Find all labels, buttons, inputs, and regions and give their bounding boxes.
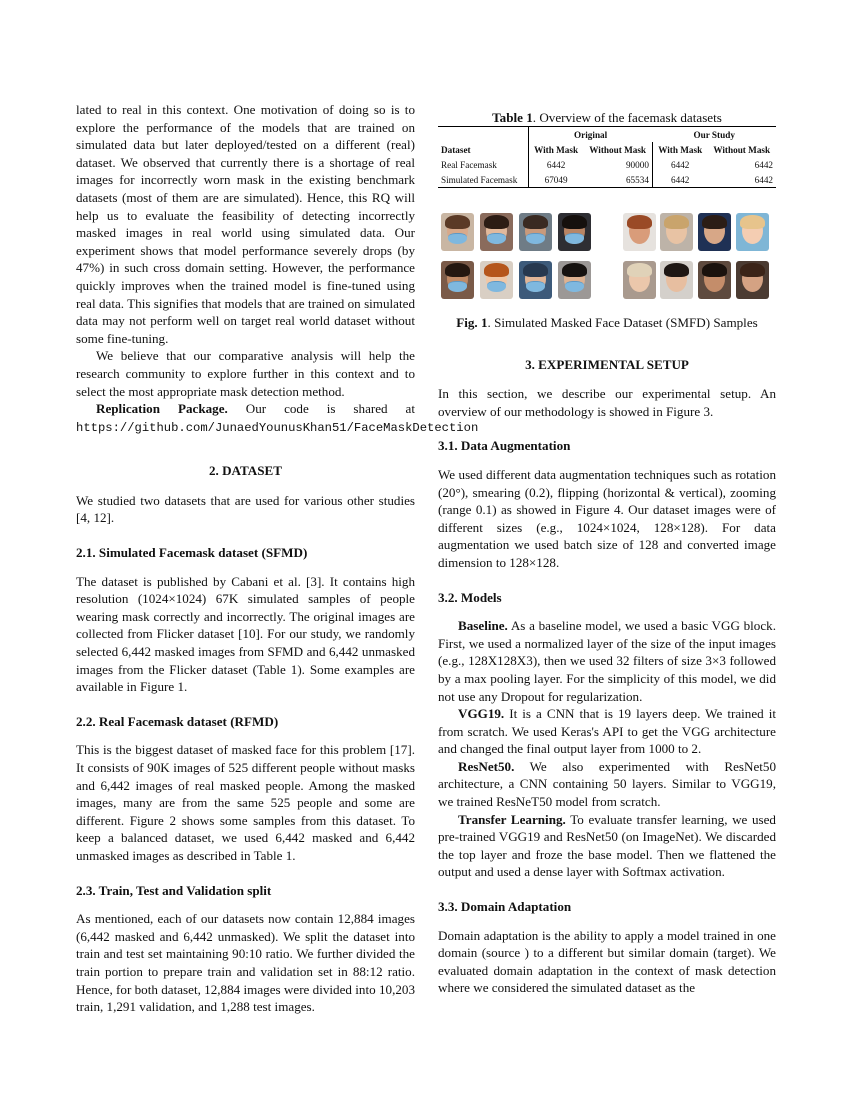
- table-cell: 67049: [528, 172, 583, 188]
- replication-label: Replication Package.: [96, 401, 228, 417]
- table-cell: 6442: [652, 157, 707, 172]
- unmasked-face-image: [660, 213, 693, 251]
- resnet50-paragraph: [438, 758, 776, 811]
- section-3-3-heading: 3.3. Domain Adaptation: [438, 899, 572, 915]
- section-2-text: We studied two datasets that are used for various other studies [4, 12].: [76, 492, 415, 526]
- table-header-our-study: Our Study: [693, 129, 735, 140]
- figure-1-caption-label: Fig. 1: [456, 315, 488, 330]
- section-3-1-heading: 3.1. Data Augmentation: [438, 438, 571, 454]
- unmasked-face-image: [660, 261, 693, 299]
- vgg19-text: It is a CNN that is 19 layers deep. We trained it from scratch. We used Keras's API to get the VGG architecture and changed the final output layer from 1000 to 2.: [438, 706, 776, 757]
- table-header-with-mask: With Mask: [652, 142, 707, 157]
- table-cell-dataset: Real Facemask: [441, 159, 497, 170]
- transfer-learning-label: Transfer Learning.: [458, 811, 566, 827]
- baseline-label: Baseline.: [458, 618, 508, 634]
- unmasked-face-image: [623, 261, 656, 299]
- masked-face-image: [558, 261, 591, 299]
- baseline-text: As a baseline model, we used a basic VGG block. First, we used a normalized layer of the size of the input images (e.g., 128X128X3), then we used 32 filters of size 3×3 followed by a max pooling layer. For the simplicity of this model, we did not use any Dropout for regularization.: [438, 618, 776, 704]
- unmasked-face-image: [623, 213, 656, 251]
- table-row: [438, 157, 776, 172]
- table-cell: 6442: [754, 159, 773, 170]
- table-1-caption-label: Table 1: [492, 110, 533, 125]
- right-column: [438, 110, 776, 997]
- table-header-dataset: Dataset: [441, 144, 471, 155]
- section-2-3-text: As mentioned, each of our datasets now contain 12,884 images (6,442 masked and 6,442 unmasked). We split the dataset into train and test set maintaining 90:10 ratio. We further divided the train portion to prepare train and validation set in 88:12 ratio. Hence, for both dataset, 12,884 images were divided into 10,203 train, 1,291 validation, and 1,288 test images.: [76, 911, 415, 1015]
- figure-1-caption-text: . Simulated Masked Face Dataset (SMFD) Samples: [487, 315, 758, 330]
- table-cell: 6442: [528, 157, 583, 172]
- transfer-learning-text: To evaluate transfer learning, we used pre-trained VGG19 and ResNet50 (on ImageNet). We discarded the top layer and froze the base model. Then we flattened the output and used a dense layer with Softmax activation.: [438, 811, 776, 880]
- masked-face-image: [480, 261, 513, 299]
- resnet50-label: ResNet50.: [458, 758, 515, 774]
- section-3-3-text: Domain adaptation is the ability to apply a model trained in one domain (source ) to a different but similar domain (target). We evaluated domain adaptation in the context of mask detection where we considered the simulated dataset as the: [438, 927, 776, 996]
- table-header-with-mask: With Mask: [528, 142, 583, 157]
- masked-face-image: [480, 213, 513, 251]
- masked-face-image: [519, 213, 552, 251]
- vgg19-label: VGG19.: [458, 706, 505, 722]
- masked-face-image: [441, 261, 474, 299]
- unmasked-face-image: [736, 213, 769, 251]
- table-1-caption: [438, 110, 776, 126]
- table-cell: 6442: [707, 172, 776, 188]
- section-3-heading: 3. EXPERIMENTAL SETUP: [525, 356, 689, 372]
- replication-text: Our code is shared at: [245, 401, 415, 417]
- table-header-original: Original: [528, 127, 652, 143]
- section-2-1-heading: 2.1. Simulated Facemask dataset (SFMD): [76, 545, 308, 561]
- intro-paragraph-1: lated to real in this context. One motivation of doing so is to explore the performance of the models that are trained on simulated data but later deployed/tested on a different (real) dataset. We observed that currently there is a shortage of real images for incorrectly worn mask in the existing benchmark datasets (most of them are are simulated). Hence, this RQ will help us to evaluate the feasibility of detecting incorrectly masked images in real world using simulated data. Our experiment shows that model performance severely drops (by 47%) in such cross domain setting. However, the performance quickly improves when the trained model is fine-tuned using real data. This signifies that models that are trained on simulated data may not perform well on target real world dataset without some fine-tuning.: [76, 102, 415, 346]
- table-cell: 90000: [625, 159, 649, 170]
- section-3-2-heading: 3.2. Models: [438, 589, 502, 605]
- masked-face-image: [519, 261, 552, 299]
- table-1-caption-text: . Overview of the facemask datasets: [532, 110, 722, 125]
- section-2-heading: 2. DATASET: [209, 463, 282, 479]
- masked-face-image: [558, 213, 591, 251]
- table-header-without-mask: Without Mask: [589, 144, 647, 155]
- resnet50-text: We also experimented with ResNet50 architecture, a CNN containing 50 layers. Similar to VGG19, we trained ResNeT50 model from scratch.: [438, 758, 776, 810]
- table-header-without-mask: Without Mask: [713, 144, 771, 155]
- section-3-text: In this section, we describe our experimental setup. An overview of our methodology is showed in Figure 3.: [438, 386, 776, 419]
- table-row: [438, 172, 776, 188]
- section-2-2-heading: 2.2. Real Facemask dataset (RFMD): [76, 713, 279, 729]
- replication-url[interactable]: https://github.com/JunaedYounusKhan51/FaceMaskDetection: [76, 420, 479, 435]
- section-2-1-text: The dataset is published by Cabani et al. [3]. It contains high resolution (1024×1024) 67K simulated samples of people wearing mask correctly and incorrectly. The original images are collected from Flicker dataset [10]. For our study, we randomly selected 6,442 masked images from SFMD and 6,442 unmasked images from the Flicker dataset (Table 1). Some examples are available in Figure 1.: [76, 573, 415, 695]
- intro-paragraph-2: We believe that our comparative analysis will help the research community to explore further in this context and to select the most appropriate mask detection method.: [76, 348, 415, 399]
- unmasked-face-image: [736, 261, 769, 299]
- masked-face-image: [441, 213, 474, 251]
- section-2-2-text: This is the biggest dataset of masked face for this problem [17]. It consists of 90K images of 525 different people without masks and 6,442 images of real masked people. Among the masked images, many are from the same 525 people and some are different. Figure 2 shows some samples from this dataset. To keep a balanced dataset, we used 6,442 masked and 6,442 unmasked images as described in Table 1.: [76, 742, 415, 863]
- figure-1-face-samples: [438, 213, 776, 301]
- table-cell: 6442: [652, 172, 707, 188]
- vgg19-paragraph: [438, 705, 776, 758]
- transfer-learning-paragraph: [438, 811, 776, 881]
- table-cell-dataset: Simulated Facemask: [438, 172, 528, 188]
- unmasked-face-image: [698, 213, 731, 251]
- figure-1-caption: [438, 314, 776, 332]
- table-1: [438, 126, 776, 188]
- baseline-paragraph: [438, 617, 776, 705]
- section-2-3-heading: 2.3. Train, Test and Validation split: [76, 882, 272, 898]
- section-3-1-text: We used different data augmentation techniques such as rotation (20°), smearing (0.2), flipping (horizontal & vertical), zooming (range 0.1) as showed in Figure 4. Our dataset images were of different sizes (e.g., 1024×1024, 128×128). For data augmentation we used batch size of 128 and converted image dimension to 128×128.: [438, 466, 776, 570]
- unmasked-face-image: [698, 261, 731, 299]
- table-cell: 65534: [583, 172, 652, 188]
- replication-paragraph: [76, 400, 479, 437]
